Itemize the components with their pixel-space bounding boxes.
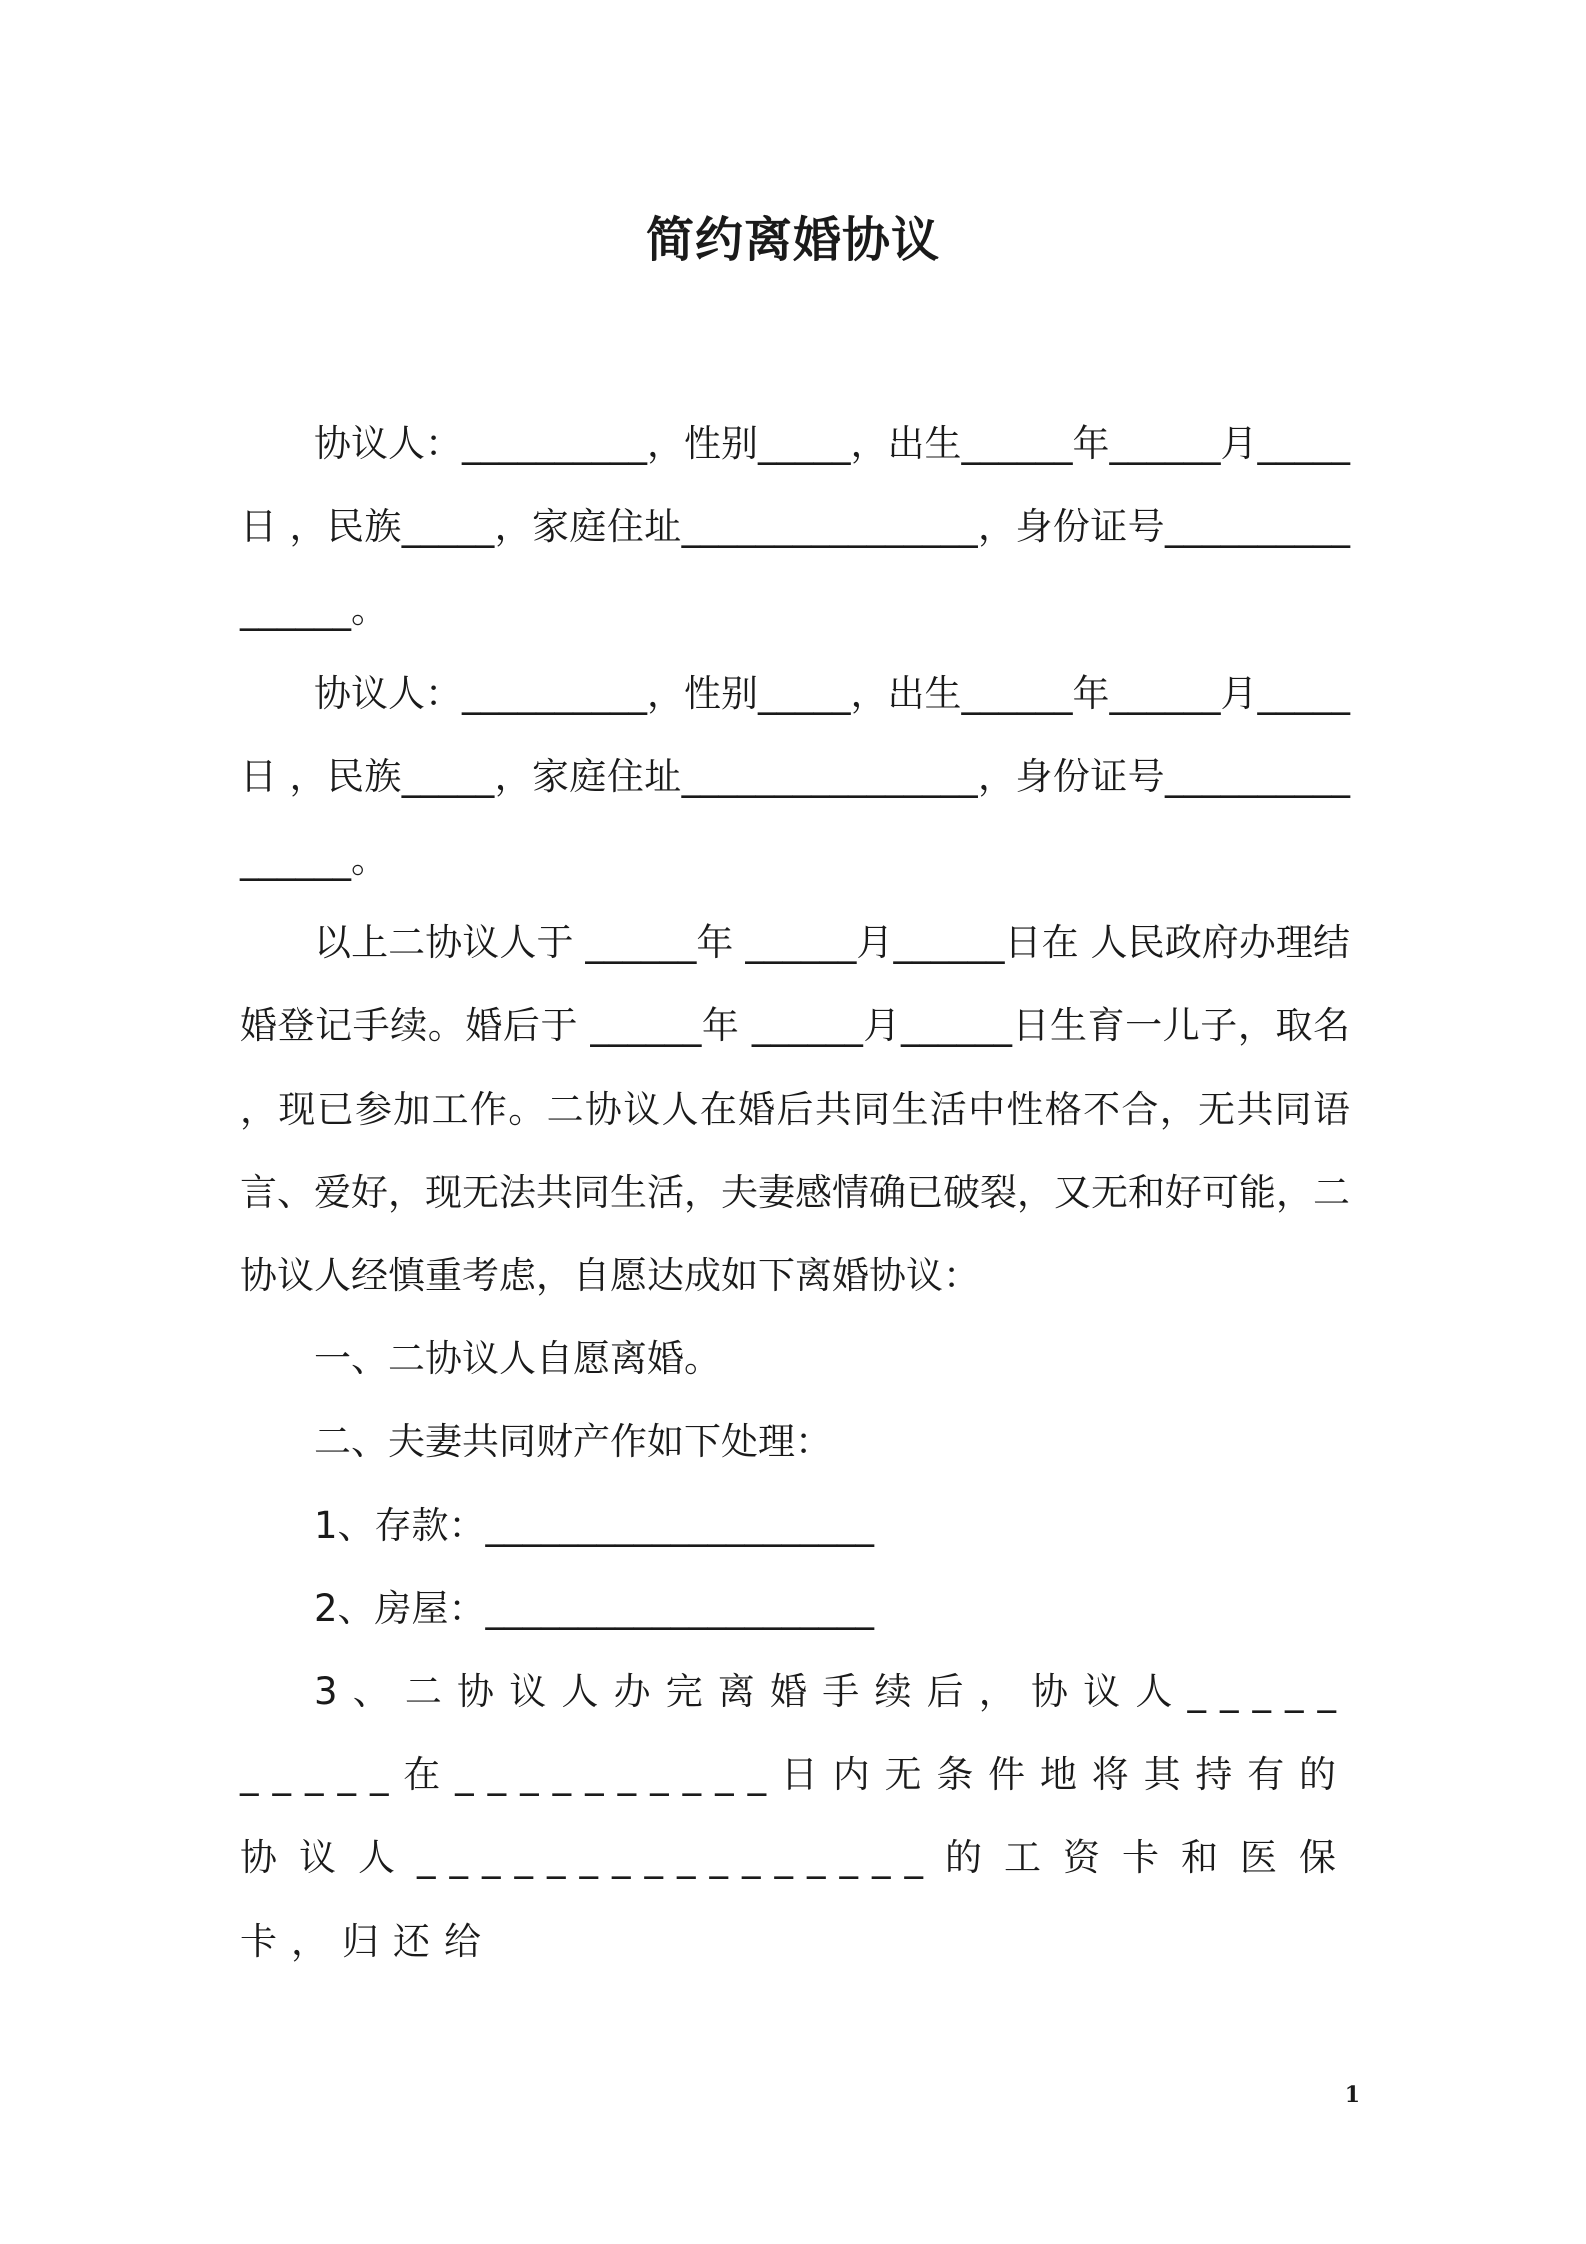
- document-title: 简约离婚协议: [645, 212, 940, 268]
- item-deposit-paragraph: 1、存款：_____________________: [314, 1503, 875, 1547]
- item-3-paragraph: 3、二协议人办完离婚手续后，协议人__________在__________日内无条件地将其持有的协议人________________的工资卡和医保卡，归还给: [240, 1670, 1350, 1963]
- party-2-paragraph: 协议人：__________，性别_____，出生______年______月_____日 ，民族_____，家庭住址________________，身份证号________________。: [240, 671, 1350, 882]
- document-body: [240, 402, 1350, 1983]
- page-number: 1: [1344, 2082, 1360, 2108]
- party-1-paragraph: 协议人：__________，性别_____，出生______年______月_____日 ，民族_____，家庭住址________________，身份证号________________。: [240, 422, 1350, 632]
- item-house-paragraph: 2、房屋：_____________________: [314, 1586, 875, 1630]
- clause-1-paragraph: 一、二协议人自愿离婚。: [314, 1337, 721, 1381]
- marriage-background-paragraph: 以上二协议人于 ______年 ______月______日在 人民政府办理结婚登记手续。婚后于 ______年 ______月______日生育一儿子，取名 ，现已参加工作。二协议人在婚后共同生活中性格不合，无共同语言、爱好，现无法共同生活，夫妻感情确已破裂，又无和好可能，二协议人经慎重考虑，自愿达成如下离婚协议：: [240, 921, 1350, 1298]
- clause-2-paragraph: 二、夫妻共同财产作如下处理：: [314, 1420, 832, 1464]
